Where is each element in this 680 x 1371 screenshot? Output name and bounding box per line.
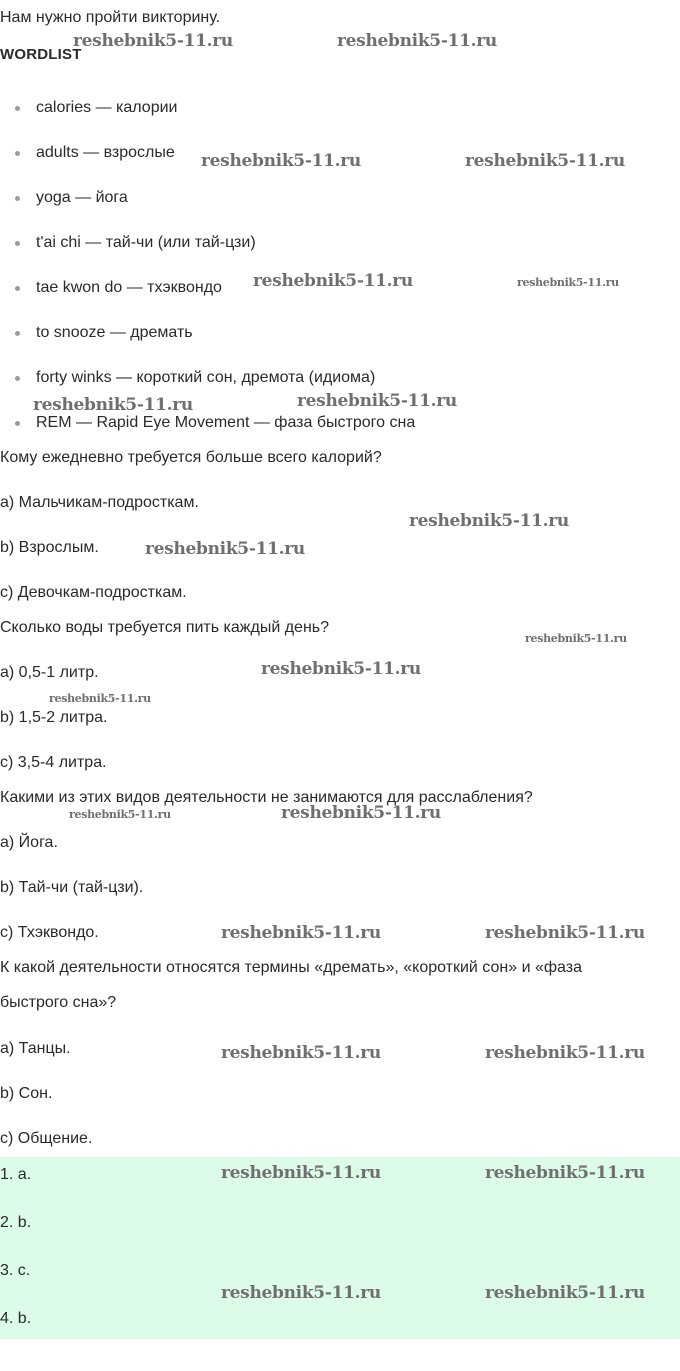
watermark: reshebnik5-11.ru — [465, 151, 625, 171]
answer-2: 2. b. — [0, 1214, 32, 1231]
list-item: calories — калории — [36, 99, 178, 116]
watermark: reshebnik5-11.ru — [297, 391, 457, 411]
watermark: reshebnik5-11.ru — [221, 1283, 381, 1303]
watermark: reshebnik5-11.ru — [517, 276, 619, 289]
bullet-icon — [15, 421, 20, 426]
bullet-icon — [15, 106, 20, 111]
watermark: reshebnik5-11.ru — [281, 803, 441, 823]
watermark: reshebnik5-11.ru — [253, 271, 413, 291]
option-a: a) Йога. — [0, 834, 58, 851]
list-item: yoga — йога — [36, 189, 128, 206]
list-item: forty winks — короткий сон, дремота (идиома) — [36, 369, 376, 386]
option-b: b) Взрослым. — [0, 539, 99, 556]
list-item: adults — взрослые — [36, 144, 175, 161]
watermark: reshebnik5-11.ru — [145, 539, 305, 559]
option-a: a) Мальчикам-подросткам. — [0, 494, 199, 511]
option-b: b) Сон. — [0, 1085, 53, 1102]
list-item: REM — Rapid Eye Movement — фаза быстрого сна — [36, 414, 416, 431]
question-text: Какими из этих видов деятельности не занимаются для расслабления? — [0, 789, 533, 806]
watermark: reshebnik5-11.ru — [485, 923, 645, 943]
answer-4: 4. b. — [0, 1310, 32, 1327]
question-text: Кому ежедневно требуется больше всего калорий? — [0, 449, 382, 466]
watermark: reshebnik5-11.ru — [69, 808, 171, 821]
option-b: b) Тай-чи (тай-цзи). — [0, 879, 144, 896]
wordlist-heading: WORDLIST — [0, 46, 82, 63]
watermark: reshebnik5-11.ru — [221, 1043, 381, 1063]
watermark: reshebnik5-11.ru — [73, 31, 233, 51]
watermark: reshebnik5-11.ru — [221, 923, 381, 943]
watermark: reshebnik5-11.ru — [337, 31, 497, 51]
list-item: to snooze — дремать — [36, 324, 193, 341]
bullet-icon — [15, 196, 20, 201]
answers-panel — [0, 1157, 680, 1339]
question-text: Сколько воды требуется пить каждый день? — [0, 619, 330, 636]
watermark: reshebnik5-11.ru — [261, 659, 421, 679]
watermark: reshebnik5-11.ru — [485, 1043, 645, 1063]
bullet-icon — [15, 241, 20, 246]
answer-1: 1. a. — [0, 1166, 32, 1183]
question-text-continued: быстрого сна»? — [0, 994, 117, 1011]
watermark: reshebnik5-11.ru — [485, 1283, 645, 1303]
list-item: tae kwon do — тхэквондо — [36, 279, 222, 296]
option-a: a) 0,5-1 литр. — [0, 664, 99, 681]
watermark: reshebnik5-11.ru — [221, 1163, 381, 1183]
watermark: reshebnik5-11.ru — [485, 1163, 645, 1183]
intro-text: Нам нужно пройти викторину. — [0, 9, 221, 26]
option-c: c) Девочкам-подросткам. — [0, 584, 187, 601]
bullet-icon — [15, 151, 20, 156]
option-a: a) Танцы. — [0, 1040, 71, 1057]
watermark: reshebnik5-11.ru — [409, 511, 569, 531]
option-c: c) 3,5-4 литра. — [0, 754, 107, 771]
option-c: c) Тхэквондо. — [0, 924, 99, 941]
bullet-icon — [15, 331, 20, 336]
answer-3: 3. c. — [0, 1262, 31, 1279]
bullet-icon — [15, 286, 20, 291]
bullet-icon — [15, 376, 20, 381]
option-b: b) 1,5-2 литра. — [0, 709, 108, 726]
watermark: reshebnik5-11.ru — [201, 151, 361, 171]
watermark: reshebnik5-11.ru — [525, 632, 627, 645]
list-item: t'ai chi — тай-чи (или тай-цзи) — [36, 234, 256, 251]
watermark: reshebnik5-11.ru — [33, 395, 193, 415]
question-text: К какой деятельности относятся термины «дремать», «короткий сон» и «фаза — [0, 959, 582, 976]
option-c: c) Общение. — [0, 1130, 93, 1147]
watermark: reshebnik5-11.ru — [49, 692, 151, 705]
